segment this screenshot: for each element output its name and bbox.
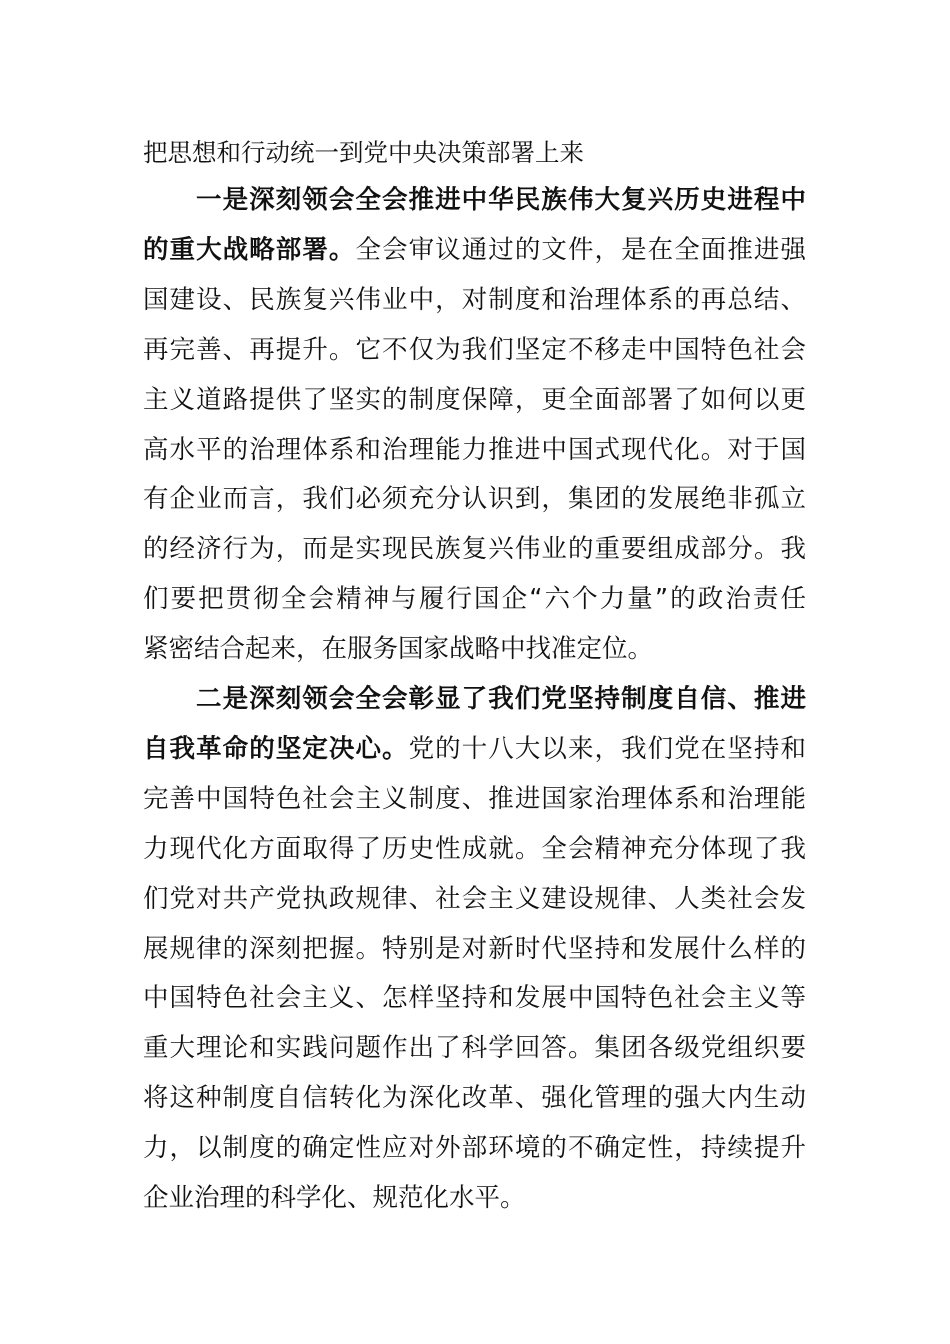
- text-line: [143, 532, 806, 566]
- text-line: [143, 283, 806, 317]
- text-line: [143, 782, 806, 816]
- text-line: [143, 333, 806, 367]
- body-text: 展规律的深刻把握。特别是对新时代坚持和发展什么样的: [143, 933, 806, 964]
- text-line: [143, 632, 806, 666]
- body-text: 重大理论和实践问题作出了科学回答。集团各级党组织要: [143, 1033, 806, 1064]
- body-text: 力现代化方面取得了历史性成就。全会精神充分体现了我: [143, 833, 806, 864]
- body-text: 们要把贯彻全会精神与履行国企“六个力量”的政治责任: [143, 584, 806, 615]
- text-line: [143, 433, 806, 467]
- text-line: [143, 682, 806, 716]
- body-text: 的经济行为，而是实现民族复兴伟业的重要组成部分。我: [143, 534, 806, 565]
- body-text: 国建设、民族复兴伟业中，对制度和治理体系的再总结、: [143, 284, 806, 315]
- body-text: 力，以制度的确定性应对外部环境的不确定性，持续提升: [143, 1133, 806, 1164]
- text-line: [143, 482, 806, 516]
- text-line: [143, 981, 806, 1015]
- body-text: 党的十八大以来，我们党在坚持和: [408, 733, 806, 764]
- text-line: [143, 882, 806, 916]
- text-line: [143, 233, 806, 267]
- bold-lead-text: 的重大战略部署。: [143, 234, 356, 265]
- body-text: 将这种制度自信转化为深化改革、强化管理的强大内生动: [143, 1083, 806, 1114]
- text-line: [143, 383, 806, 417]
- bold-lead-text: 自我革命的坚定决心。: [143, 733, 409, 764]
- body-text: 紧密结合起来，在服务国家战略中找准定位。: [143, 634, 654, 665]
- text-line: [143, 1181, 806, 1215]
- text-line: [143, 732, 806, 766]
- section-heading: 把思想和行动统一到党中央决策部署上来: [143, 138, 584, 167]
- body-text: 企业治理的科学化、规范化水平。: [143, 1183, 526, 1213]
- body-text: 完善中国特色社会主义制度、推进国家治理体系和治理能: [143, 783, 806, 814]
- bold-lead-text: 二是深刻领会全会彰显了我们党坚持制度自信、推进: [196, 684, 806, 714]
- body-text: 主义道路提供了坚实的制度保障，更全面部署了如何以更: [143, 384, 806, 415]
- bold-lead-text: 一是深刻领会全会推进中华民族伟大复兴历史进程中: [196, 185, 806, 215]
- text-line: [143, 1081, 806, 1115]
- body-text: 再完善、再提升。它不仅为我们坚定不移走中国特色社会: [143, 334, 806, 365]
- text-line: [143, 932, 806, 966]
- body-text: 有企业而言，我们必须充分认识到，集团的发展绝非孤立: [143, 484, 806, 515]
- body-text: 们党对共产党执政规律、社会主义建设规律、人类社会发: [143, 883, 806, 914]
- text-line: [143, 183, 806, 217]
- text-line: [143, 582, 806, 616]
- body-text: 中国特色社会主义、怎样坚持和发展中国特色社会主义等: [143, 983, 806, 1014]
- text-line: [143, 1031, 806, 1065]
- text-line: [143, 1131, 806, 1165]
- body-text: 高水平的治理体系和治理能力推进中国式现代化。对于国: [143, 434, 806, 465]
- text-line: [143, 832, 806, 866]
- body-text: 全会审议通过的文件，是在全面推进强: [355, 234, 806, 265]
